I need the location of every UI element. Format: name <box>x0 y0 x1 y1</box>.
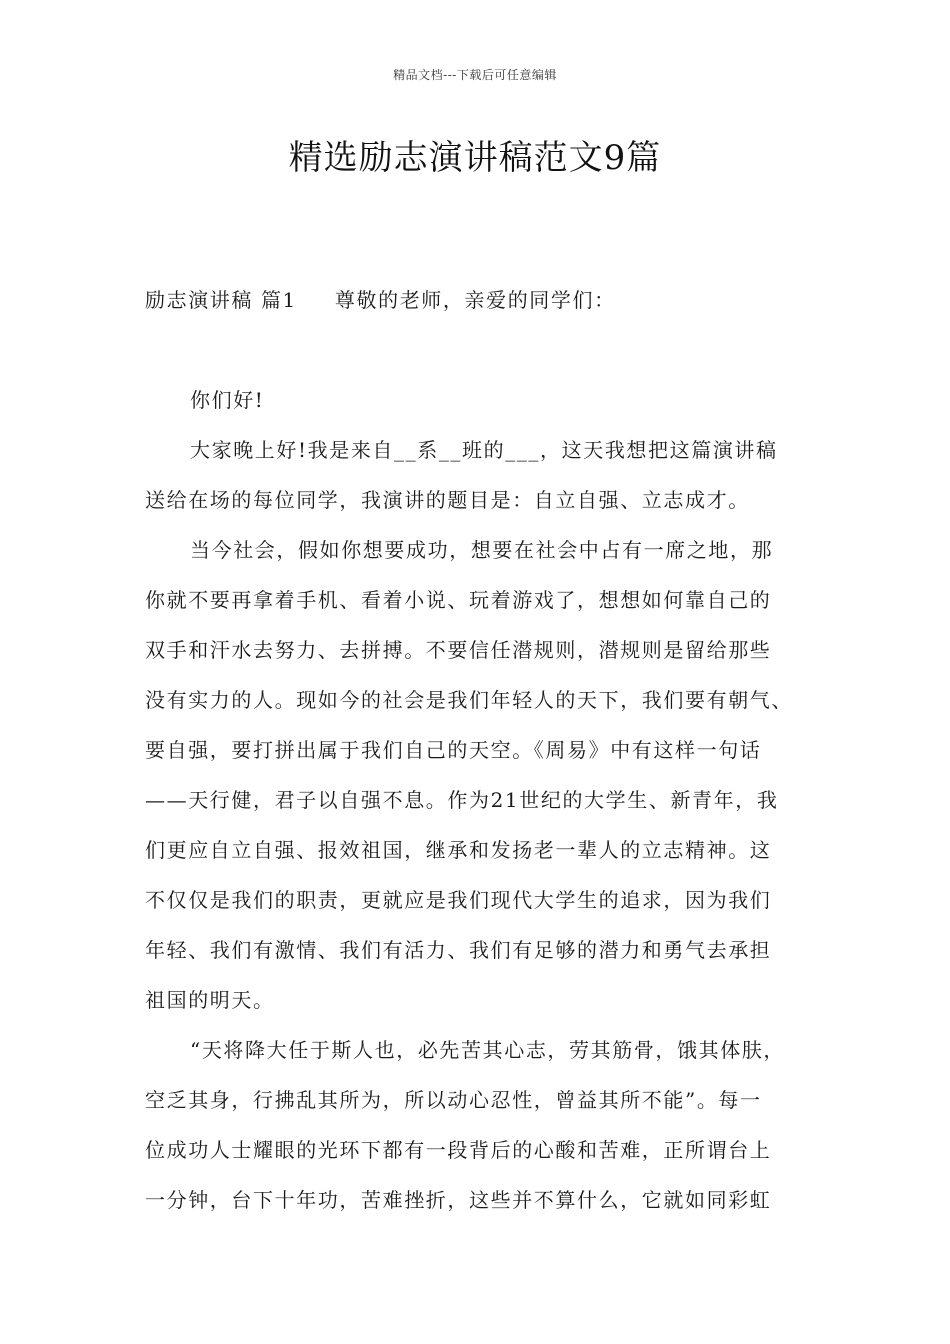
salutation: 尊敬的老师，亲爱的同学们： <box>334 288 616 312</box>
paragraph-line: 祖国的明天。 <box>145 988 275 1012</box>
paragraph-line: ——天行健，君子以自强不息。作为21世纪的大学生、新青年，我 <box>145 788 779 812</box>
paragraph-line: 年轻、我们有激情、我们有活力、我们有足够的潜力和勇气去承担 <box>145 938 772 962</box>
paragraph-line: 送给在场的每位同学，我演讲的题目是：自立自强、立志成才。 <box>145 488 750 512</box>
paragraph-line: 不仅仅是我们的职责，更就应是我们现代大学生的追求，因为我们 <box>145 888 772 912</box>
paragraph-line: 双手和汗水去努力、去拼搏。不要信任潜规则，潜规则是留给那些 <box>145 638 772 662</box>
header-note: 精品文档---下载后可任意编辑 <box>393 68 557 82</box>
paragraph-line: 你们好! <box>190 388 265 412</box>
paragraph-line: 没有实力的人。现如今的社会是我们年轻人的天下，我们要有朝气、 <box>145 688 793 712</box>
paragraph-line: 你就不要再拿着手机、看着小说、玩着游戏了，想想如何靠自己的 <box>145 588 772 612</box>
paragraph-line: 空乏其身，行拂乱其所为，所以动心忍性，曾益其所不能”。每一 <box>145 1088 762 1112</box>
paragraph-line: “天将降大任于斯人也，必先苦其心志，劳其筋骨，饿其体肤， <box>190 1038 786 1062</box>
paragraph-line: 当今社会，假如你想要成功，想要在社会中占有一席之地，那 <box>190 538 774 562</box>
page-title: 精选励志演讲稿范文9篇 <box>288 138 662 178</box>
paragraph-line: 大家晚上好!我是来自__系__班的___，这天我想把这篇演讲稿 <box>190 438 778 462</box>
section-heading-line <box>145 290 616 310</box>
section-label: 励志演讲稿 篇1 <box>145 288 297 312</box>
paragraph-line: 位成功人士耀眼的光环下都有一段背后的心酸和苦难，正所谓台上 <box>145 1138 772 1162</box>
paragraph-line: 一分钟，台下十年功，苦难挫折，这些并不算什么，它就如同彩虹 <box>145 1188 772 1212</box>
paragraph-line: 们更应自立自强、报效祖国，继承和发扬老一辈人的立志精神。这 <box>145 838 772 862</box>
paragraph-line: 要自强，要打拼出属于我们自己的天空。《周易》中有这样一句话 <box>145 738 762 762</box>
